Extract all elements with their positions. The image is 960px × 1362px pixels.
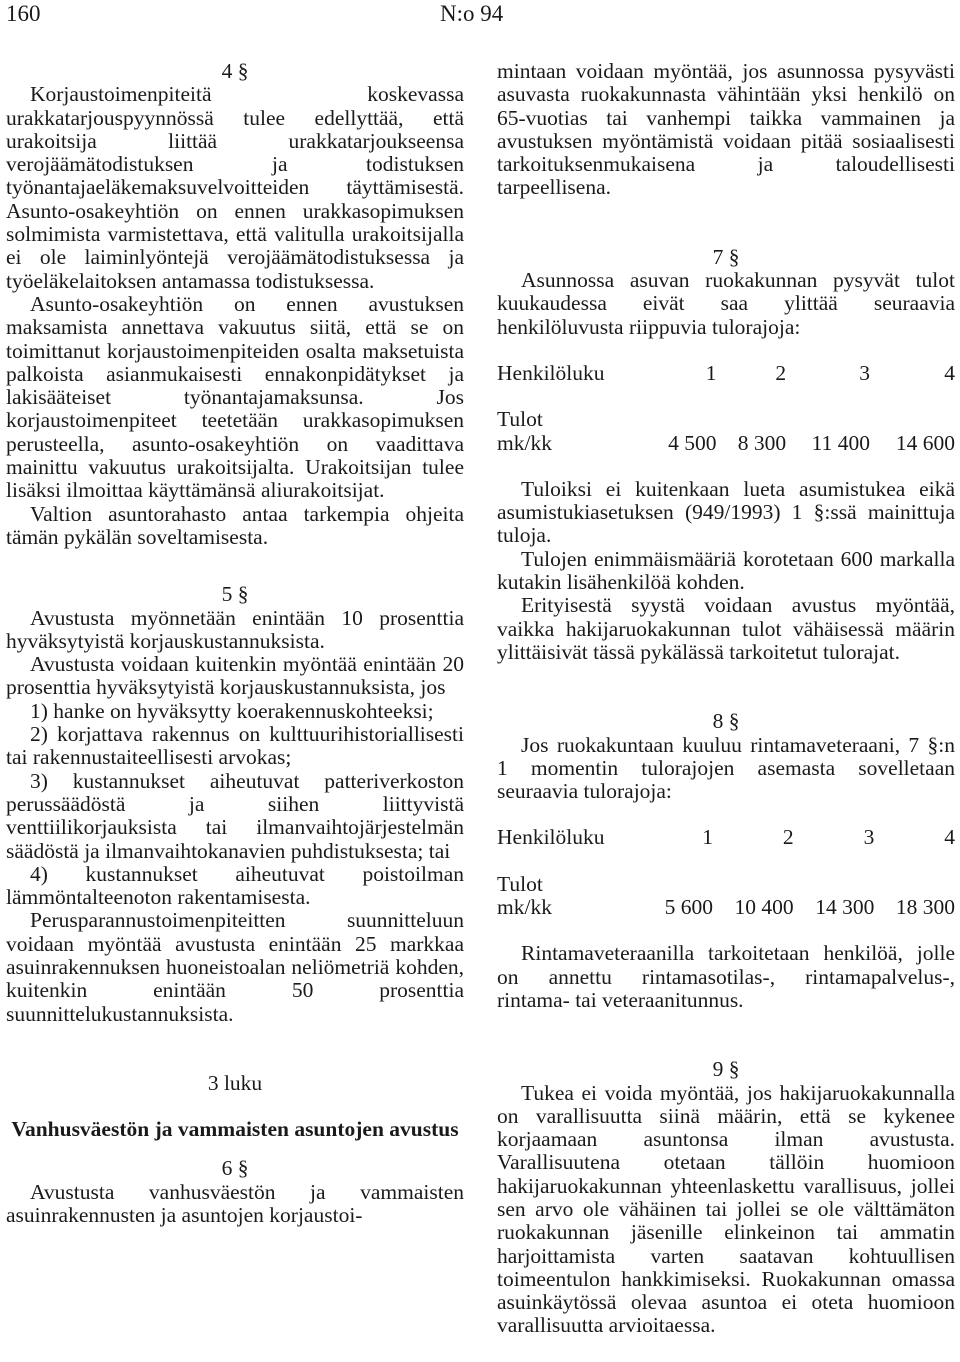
section-4-heading: 4 §	[221, 59, 249, 83]
income-table-1	[497, 362, 955, 455]
section-8-paragraph-2: Rintamaveteraanilla tarkoitetaan henkilöä, jolle on annettu rintamasotilas-, rintamapalvelus-, rintama- tai veteraanitunnus.	[497, 941, 955, 1012]
chapter-title: Vanhusväestön ja vammaisten asuntojen avustus	[11, 1117, 459, 1142]
table-col-header: 3	[859, 360, 870, 385]
table-col-header: 1	[705, 360, 717, 385]
section-5-paragraph-1: Avustusta myönnetään enintään 10 prosenttia hyväksytyistä korjauskustannuksista.	[6, 605, 464, 653]
table-row-label: Tulot	[497, 407, 543, 432]
section-8-heading: 8 §	[712, 709, 740, 734]
section-6-paragraph-1: Avustusta vanhusväestön ja vammaisten asuinrakennusten ja asuntojen korjaustoi-	[6, 1179, 464, 1228]
section-7-heading: 7 §	[712, 244, 740, 269]
section-5-item-1: 1) hanke on hyväksytty koerakennuskohteeksi;	[30, 698, 434, 723]
section-5-item-2: 2) korjattava rakennus on kulttuurihistoriallisesti tai rakennustaiteellisesti arvokas;	[6, 722, 464, 770]
section-6-continuation: mintaan voidaan myöntää, jos asunnossa pysyvästi asuvasta ruokakunnasta vähintään yksi henkilö on 65-vuotias tai vanhempi taikka vammainen ja avustuksen myöntämistä voidaan pitää sosiaalisesti tarkoituksenmukaisena ja taloudellisesti tarpeellisena.	[497, 59, 955, 200]
table-col-header: 4	[944, 825, 955, 850]
section-8-paragraph-1: Jos ruokakuntaan kuuluu rintamaveteraani, 7 §:n 1 momentin tulorajojen asemasta sovelletaan seuraavia tulorajoja:	[497, 732, 955, 804]
table-row	[497, 896, 955, 919]
income-table-2	[497, 826, 955, 919]
table-row	[497, 873, 955, 896]
section-7-paragraph-4: Erityisestä syystä voidaan avustus myöntää, vaikka hakijaruokakunnan tulot vähäisessä määrin ylittäisivät tässä pykälässä tarkoitetut tulorajat.	[497, 593, 955, 664]
table-cell: 18 300	[895, 895, 955, 920]
table-col-header: 1	[702, 825, 713, 850]
table-col-header: 2	[782, 825, 794, 850]
table-row	[497, 826, 955, 849]
table-row-label: Tulot	[497, 871, 543, 896]
table-cell: 14 300	[815, 895, 875, 920]
section-4-paragraph-3: Valtion asuntorahasto antaa tarkempia ohjeita tämän pykälän soveltamisesta.	[6, 501, 464, 549]
table-header-label: Henkilöluku	[497, 825, 605, 850]
section-5-paragraph-2: Avustusta voidaan kuitenkin myöntää enintään 20 prosenttia hyväksytyistä korjauskustannuksista, jos	[6, 652, 464, 700]
table-cell: 10 400	[734, 895, 794, 920]
table-cell: 11 400	[811, 430, 870, 455]
table-cell: 8 300	[737, 430, 787, 455]
table-col-header: 2	[775, 360, 787, 385]
table-row	[497, 408, 955, 431]
table-cell: 5 600	[664, 895, 713, 920]
table-header-label: Henkilöluku	[497, 360, 605, 385]
section-9-paragraph-1: Tukea ei voida myöntää, jos hakijaruokakunnalla on varallisuutta siinä määrin, että se kykenee korjaamaan asuntonsa ilman avustusta. Varallisuutena otetaan tällöin huomioon hakijaruokakunnan yhteenlaskettu varallisuus, jollei sen arvo ole vähäinen tai jollei se ole välttämäton ruokakunnan jäsenille elinkeinon tai ammatin harjoittamista varten saatavan kohtuullisen toimeentulon hankkimiseksi. Ruokakunnan omassa asuinkäytössä olevaa asuntoa ei oteta huomioon varallisuutta arvioitaessa.	[497, 1080, 955, 1338]
section-7-paragraph-3: Tulojen enimmäismääriä korotetaan 600 markalla kutakin lisähenkilöä kohden.	[497, 546, 955, 595]
section-5-item-4: 4) kustannukset aiheutuvat poistoilman lämmöntalteenoton rakentamisesta.	[6, 861, 464, 910]
section-4-paragraph-2: Asunto-osakeyhtiön on ennen avustuksen maksamista annettava vakuutus siitä, että se on toimittanut korjaustoimenpiteiden osalta maksetuista palkoista asianmukaisesti ennakonpidätykset ja lakisääteiset työnantajamaksunsa. Jos korjaustoimenpiteet teetetään urakkasopimuksen perusteella, asunto-osakeyhtiön on vaadittava mainittu vakuutus urakoitsijalta. Urakoitsijan tulee lisäksi ilmoittaa käyttämänsä aliurakoitsijat.	[6, 291, 464, 503]
table-row	[497, 432, 955, 455]
section-6-heading: 6 §	[221, 1156, 249, 1181]
section-4-paragraph-1: Korjaustoimenpiteitä koskevassa urakkatarjouspyynnössä tulee edellyttää, että urakoitsija liittää urakkatarjoukseensa verojäämätodistuksen ja todistuksen työnantajaeläkemaksuvelvoitteiden täyttämisestä. Asunto-osakeyhtiön on ennen urakkasopimuksen solmimista varmistettava, että valitulla urakoitsijalla ei ole laiminlyöntejä verojäämätodistuksessa ja työeläkelaitoksen antamassa todistuksessa.	[6, 82, 464, 293]
chapter-number: 3 luku	[207, 1070, 263, 1095]
section-5-paragraph-3: Perusparannustoimenpiteitten suunnitteluun voidaan myöntää avustusta enintään 25 markkaa asuinrakennuksen huoneistoalan neliömetriä kohden, kuitenkin enintään 50 prosenttia suunnittelukustannuksista.	[6, 908, 464, 1026]
section-7-paragraph-1: Asunnossa asuvan ruokakunnan pysyvät tulot kuukaudessa eivät saa ylittää seuraavia henkilöluvusta riippuvia tulorajoja:	[497, 268, 955, 339]
table-cell: 4 500	[668, 430, 717, 455]
section-5-item-3: 3) kustannukset aiheutuvat patteriverkoston perussäädöstä ja siihen liittyvistä venttiilikorjauksista tai ilmanvaihtojärjestelmän säädöstä ja ilmanvaihtokanavien puhdistuksesta; tai	[6, 768, 464, 863]
table-row	[497, 362, 955, 385]
table-col-header: 4	[944, 360, 955, 385]
page-number: 160	[6, 1, 41, 26]
issue-number: N:o 94	[440, 1, 504, 26]
right-column	[497, 60, 955, 1338]
table-col-header: 3	[863, 825, 875, 850]
table-row-label: mk/kk	[497, 895, 552, 920]
table-row-label: mk/kk	[497, 430, 552, 455]
section-5-heading: 5 §	[221, 582, 249, 607]
section-9-heading: 9 §	[712, 1057, 740, 1082]
section-7-paragraph-2: Tuloiksi ei kuitenkaan lueta asumistukea eikä asumistukiasetuksen (949/1993) 1 §:ssä mainittuja tuloja.	[497, 476, 955, 548]
left-column	[6, 60, 464, 1227]
table-cell: 14 600	[895, 430, 955, 455]
